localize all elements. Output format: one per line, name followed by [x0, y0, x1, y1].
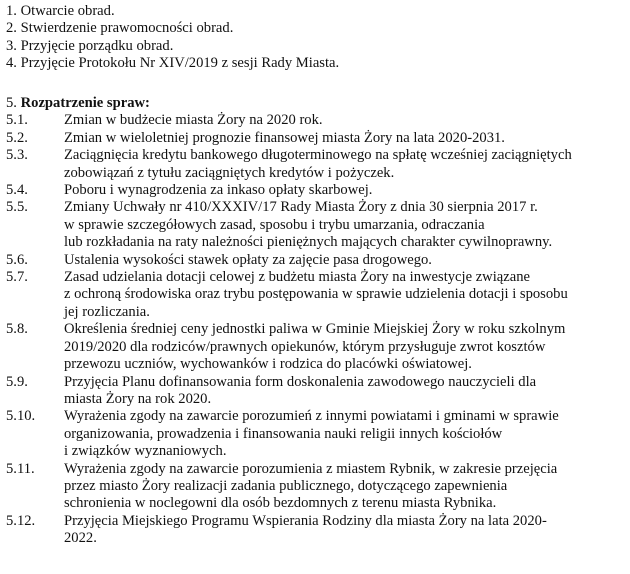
- list-item: [6, 112, 624, 129]
- item-text: [64, 147, 624, 182]
- item-number: 5.4.: [6, 182, 28, 199]
- list-item: [6, 199, 624, 251]
- item-text: [64, 130, 624, 147]
- item-text-line: Zasad udzielania dotacji celowej z budżetu miasta Żory na inwestycje związane: [64, 269, 530, 286]
- item-number: 5.1.: [6, 112, 28, 129]
- section-5: [6, 95, 624, 548]
- item-text-line: w sprawie szczegółowych zasad, sposobu i trybu umarzania, odraczania: [64, 216, 485, 233]
- item-number: 5.5.: [6, 199, 28, 216]
- section-items: [6, 112, 624, 547]
- section-number: 5.: [6, 95, 17, 111]
- item-number: 5.3.: [6, 147, 28, 164]
- item-text-line: jej rozliczania.: [64, 303, 150, 320]
- item-number: 5.6.: [6, 251, 28, 268]
- item-text-line: organizowania, prowadzenia i finansowania nauki religii innych kościołów: [64, 425, 503, 442]
- item-number: 5.7.: [6, 269, 28, 286]
- item-number: 5.12.: [6, 512, 36, 529]
- item-text-line: lub rozkładania na raty należności pieniężnych mających charakter cywilnoprawny.: [64, 234, 553, 251]
- item-text: [64, 269, 624, 321]
- list-item: [6, 182, 624, 199]
- item-text-line: przez miasto Żory realizacji zadania publicznego, dotyczącego zapewnienia: [64, 477, 508, 494]
- item-text-line: 2019/2020 dla rodziców/prawnych opiekunów, którym przysługuje zwrot kosztów: [64, 338, 546, 355]
- list-item: [6, 269, 624, 321]
- item-text: [64, 199, 624, 251]
- list-item: [6, 321, 624, 373]
- item-number: 5.8.: [6, 321, 28, 338]
- list-item: [6, 513, 624, 548]
- item-text-line: Określenia średniej ceny jednostki paliwa w Gminie Miejskiej Żory w roku szkolnym: [64, 321, 566, 338]
- list-item: [6, 374, 624, 409]
- item-text-line: Ustalenia wysokości stawek opłaty za zajęcie pasa drogowego.: [64, 251, 432, 268]
- item-text: [64, 461, 624, 513]
- list-item: [6, 252, 624, 269]
- item-text-line: Zmiany Uchwały nr 410/XXXIV/17 Rady Miasta Żory z dnia 30 sierpnia 2017 r.: [64, 199, 538, 216]
- item-text: [64, 252, 624, 269]
- item-text-line: Przyjęcia Planu dofinansowania form doskonalenia zawodowego nauczycieli dla: [64, 373, 537, 390]
- item-text-line: Wyrażenia zgody na zawarcie porozumienia z miastem Rybnik, w zakresie przejęcia: [64, 460, 558, 477]
- item-text: [64, 513, 624, 548]
- item-text-line: Wyrażenia zgody na zawarcie porozumień z innymi powiatami i gminami w sprawie: [64, 408, 559, 425]
- section-title: Rozpatrzenie spraw:: [20, 95, 150, 111]
- item-text-line: Zmian w budżecie miasta Żory na 2020 rok.: [64, 112, 323, 129]
- item-text-line: zobowiązań z tytułu zaciągniętych kredytów i pożyczek.: [64, 164, 395, 181]
- agenda-item-2: 2. Stwierdzenie prawomocności obrad.: [6, 20, 234, 37]
- item-text-line: Zaciągnięcia kredytu bankowego długoterminowego na spłatę wcześniej zaciągniętych: [64, 147, 572, 164]
- item-text-line: miasta Żory na rok 2020.: [64, 390, 212, 407]
- item-number: 5.11.: [6, 460, 35, 477]
- item-text-line: Zmian w wieloletniej prognozie finansowej miasta Żory na lata 2020-2031.: [64, 129, 505, 146]
- list-item: [6, 147, 624, 182]
- item-text-line: 2022.: [64, 530, 97, 547]
- agenda-item-3: 3. Przyjęcie porządku obrad.: [6, 37, 174, 54]
- item-text: [64, 112, 624, 129]
- list-item: [6, 130, 624, 147]
- item-text-line: przewozu uczniów, wychowanków i rodzica do placówki oświatowej.: [64, 356, 472, 373]
- item-text-line: i związków wyznaniowych.: [64, 443, 227, 460]
- item-text: [64, 321, 624, 373]
- list-item: [6, 408, 624, 460]
- item-text: [64, 374, 624, 409]
- item-text-line: Przyjęcia Miejskiego Programu Wspierania Rodziny dla miasta Żory na lata 2020-: [64, 512, 547, 529]
- item-text-line: Poboru i wynagrodzenia za inkaso opłaty skarbowej.: [64, 182, 373, 199]
- item-text-line: schronienia w noclegowni dla osób bezdomnych z terenu miasta Rybnika.: [64, 495, 497, 512]
- agenda-item-1: 1. Otwarcie obrad.: [6, 3, 115, 19]
- item-number: 5.9.: [6, 373, 28, 390]
- list-item: [6, 461, 624, 513]
- item-text: [64, 408, 624, 460]
- agenda-list: [6, 3, 339, 73]
- item-text-line: z ochroną środowiska oraz trybu postępowania w sprawie udzielenia dotacji i sposobu: [64, 286, 568, 303]
- section-heading: [6, 95, 624, 112]
- item-number: 5.10.: [6, 408, 36, 425]
- item-text: [64, 182, 624, 199]
- agenda-item-4: 4. Przyjęcie Protokołu Nr XIV/2019 z sesji Rady Miasta.: [6, 55, 340, 72]
- item-number: 5.2.: [6, 129, 28, 146]
